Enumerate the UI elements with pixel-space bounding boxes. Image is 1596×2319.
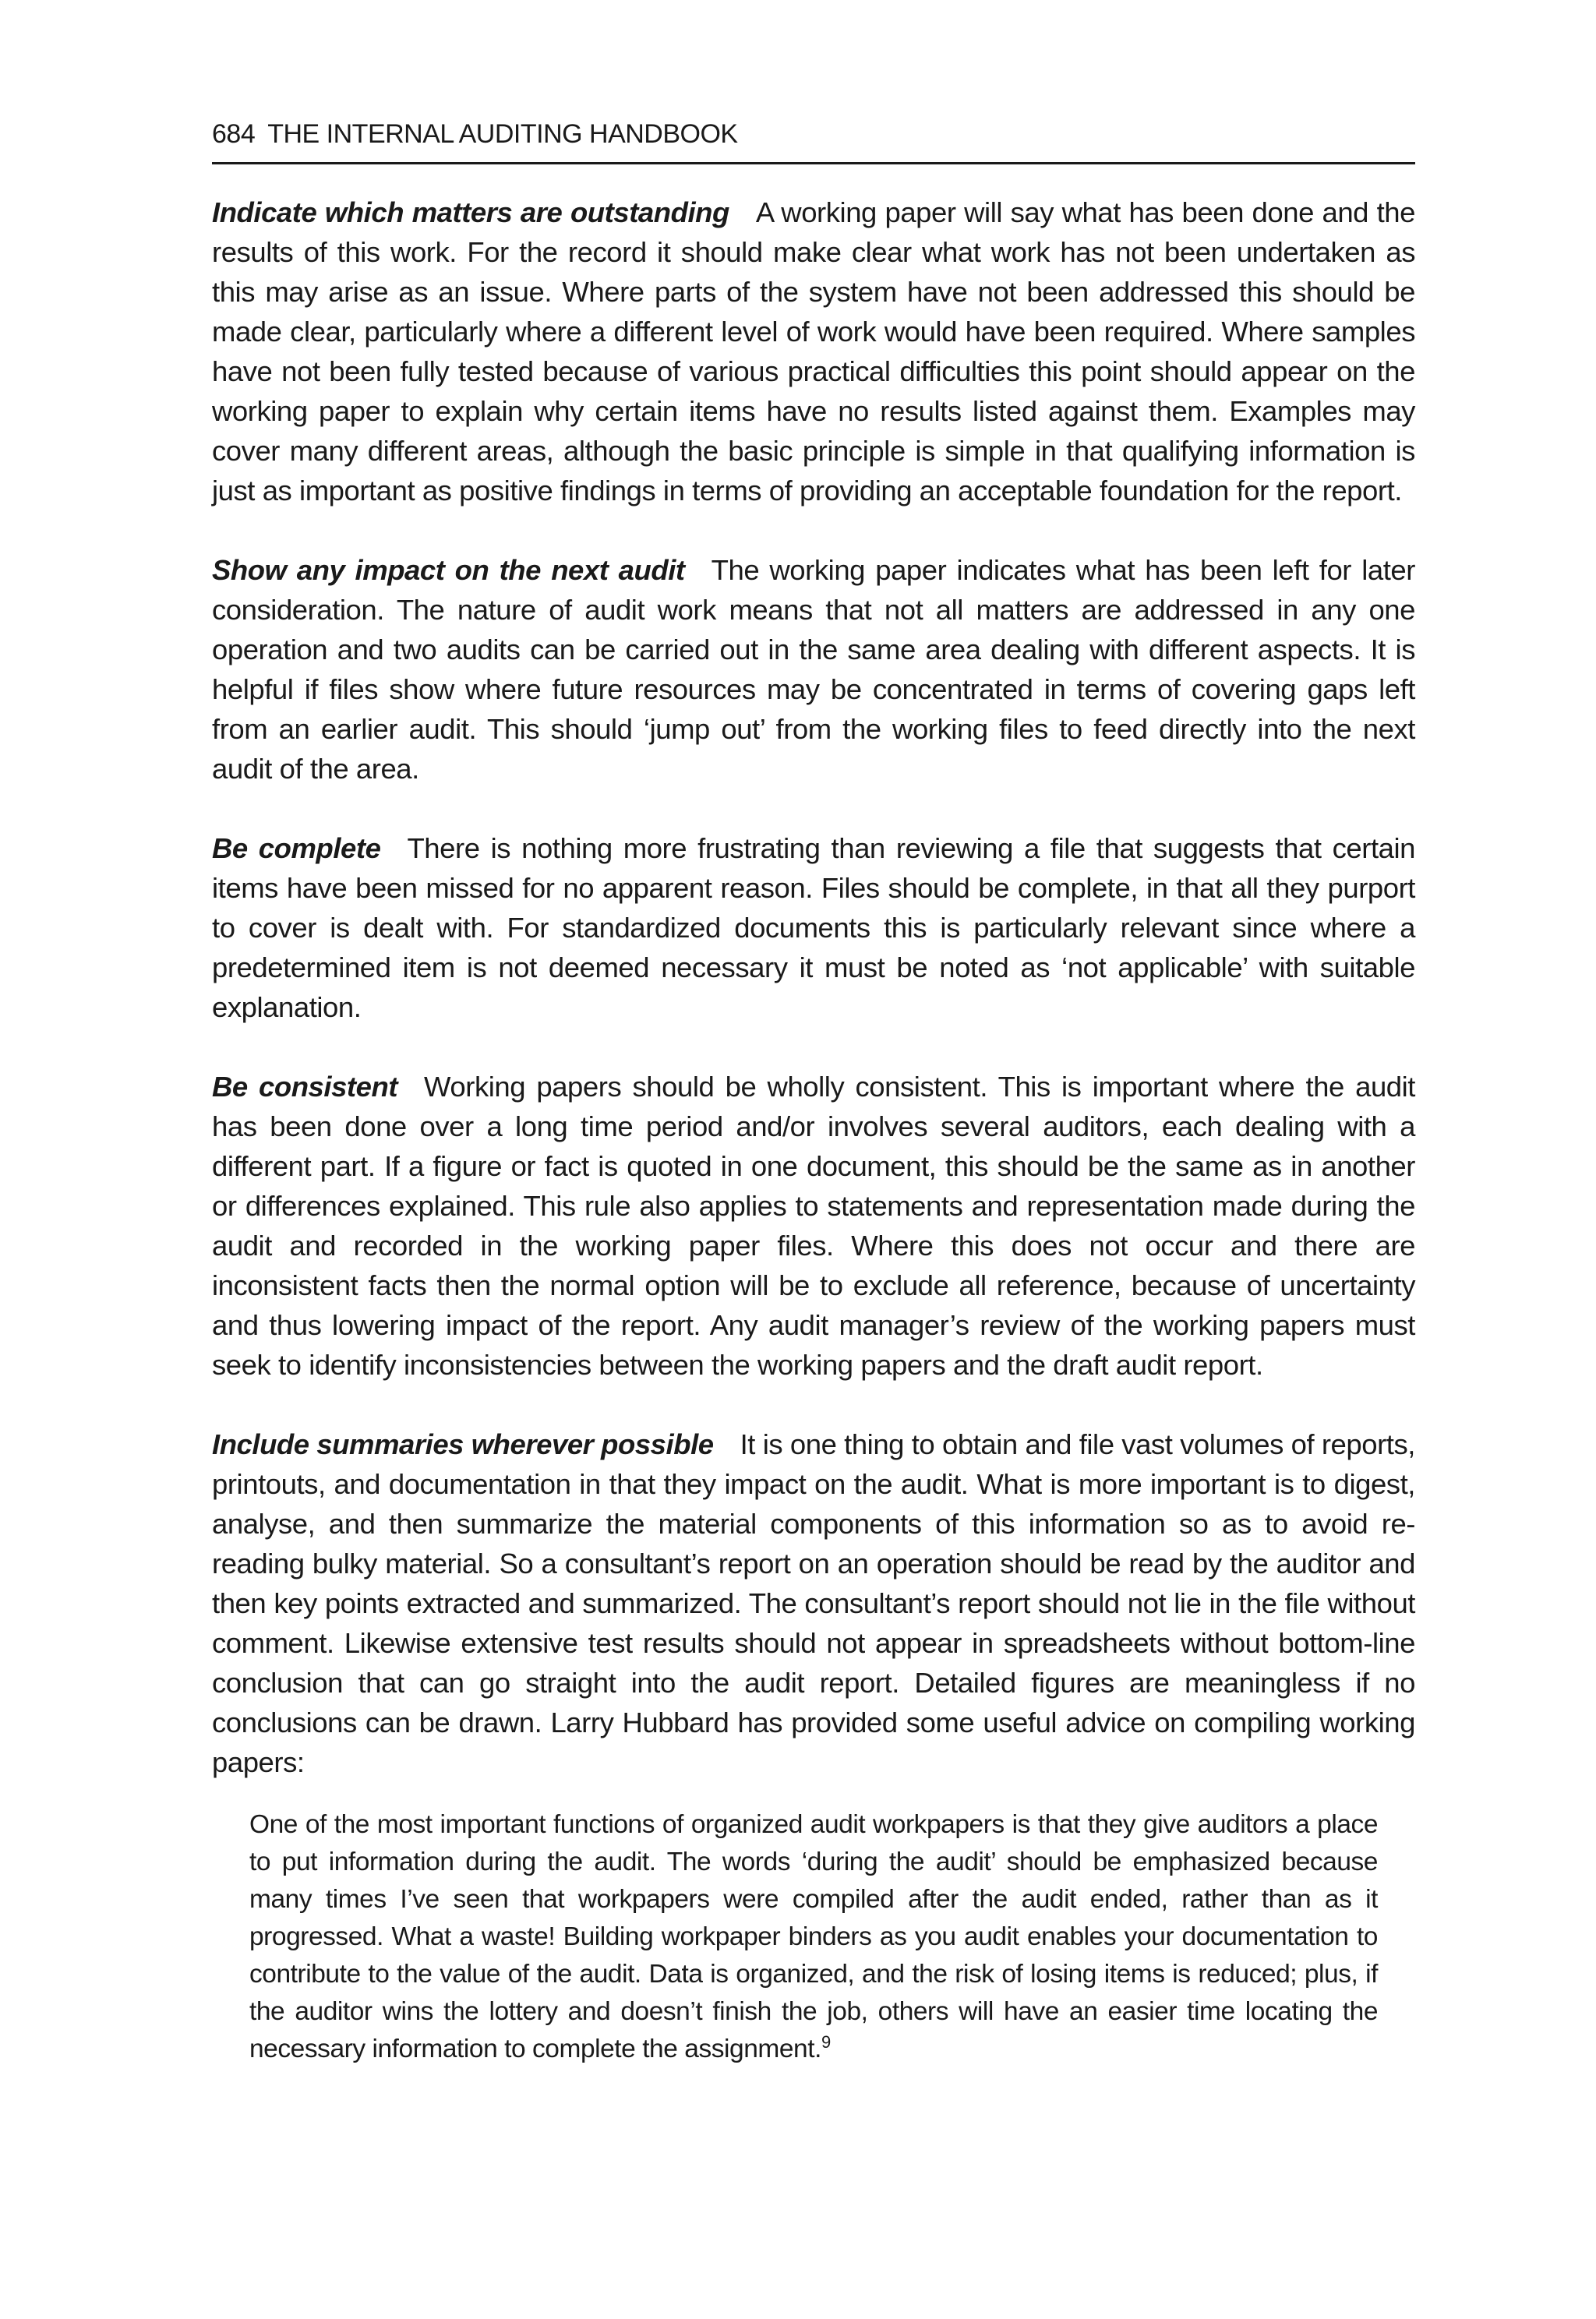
section-include-summaries [212, 1424, 1415, 1782]
section-be-consistent [212, 1067, 1415, 1385]
section-body: A working paper will say what has been done and the results of this work. For the record it should make clear what work has not been undertaken as this may arise as an issue. Where parts of the system have not been addressed this should be made clear, particularly where a different level of work would have been required. Where samples have not been fully tested because of various practical difficulties this point should appear on the working paper to explain why certain items have no results listed against them. Examples may cover many different areas, although the basic principle is simple in that qualifying information is just as important as positive findings in terms of providing an acceptable foundation for the report. [212, 196, 1415, 507]
section-heading: Be complete [212, 832, 381, 864]
running-header [212, 117, 1415, 164]
section-body: There is nothing more frustrating than reviewing a file that suggests that certain items have been missed for no apparent reason. Files should be complete, in that all they purport to cover is dealt with. For standardized documents this is particularly relevant since where a predetermined item is not deemed necessary it must be noted as ‘not applicable’ with suitable explanation. [212, 832, 1415, 1023]
section-heading: Indicate which matters are outstanding [212, 196, 729, 228]
section-body: It is one thing to obtain and file vast volumes of reports, printouts, and documentation in that they impact on the audit. What is more important is to digest, analyse, and then summarize the material components of this information so as to avoid re-reading bulky material. So a consultant’s report on an operation should be read by the auditor and then key points extracted and summarized. The consultant’s report should not lie in the file without comment. Likewise extensive test results should not appear in spreadsheets without bottom-line conclusion that can go straight into the audit report. Detailed figures are meaningless if no conclusions can be drawn. Larry Hubbard has provided some useful advice on compiling working papers: [212, 1428, 1415, 1778]
section-body: Working papers should be wholly consistent. This is important where the audit has been done over a long time period and/or involves several auditors, each dealing with a different part. If a figure or fact is quoted in one document, this should be the same as in another or differences explained. This rule also applies to statements and representation made during the audit and recorded in the working paper files. Where this does not occur and there are inconsistent facts then the normal option will be to exclude all reference, because of uncertainty and thus lowering impact of the report. Any audit manager’s review of the working papers must seek to identify inconsistencies between the working papers and the draft audit report. [212, 1071, 1415, 1381]
section-next-audit-impact [212, 550, 1415, 789]
footnote-reference[interactable]: 9 [821, 2031, 831, 2052]
hubbard-quote [249, 1806, 1378, 2068]
section-outstanding-matters [212, 192, 1415, 510]
section-body: The working paper indicates what has been left for later consideration. The nature of audit work means that not all matters are addressed in any one operation and two audits can be carried out in the same area dealing with different aspects. It is helpful if files show where future resources may be concentrated in terms of covering gaps left from an earlier audit. This should ‘jump out’ from the working files to feed directly into the next audit of the area. [212, 554, 1415, 785]
page-number: 684 [212, 119, 256, 149]
section-heading: Show any impact on the next audit [212, 554, 685, 586]
book-title: THE INTERNAL AUDITING HANDBOOK [267, 119, 738, 149]
section-heading: Include summaries wherever possible [212, 1428, 714, 1460]
quote-text: One of the most important functions of organized audit workpapers is that they give auditors a place to put information during the audit. The words ‘during the audit’ should be emphasized because many times I’ve seen that workpapers were compiled after the audit ended, rather than as it progressed. What a waste! Building workpaper binders as you audit enables your documentation to contribute to the value of the audit. Data is organized, and the risk of losing items is reduced; plus, if the auditor wins the lottery and doesn’t finish the job, others will have an easier time locating the necessary information to complete the assignment. [249, 1810, 1378, 2063]
section-heading: Be consistent [212, 1071, 398, 1103]
document-page [212, 117, 1415, 2068]
section-be-complete [212, 828, 1415, 1027]
